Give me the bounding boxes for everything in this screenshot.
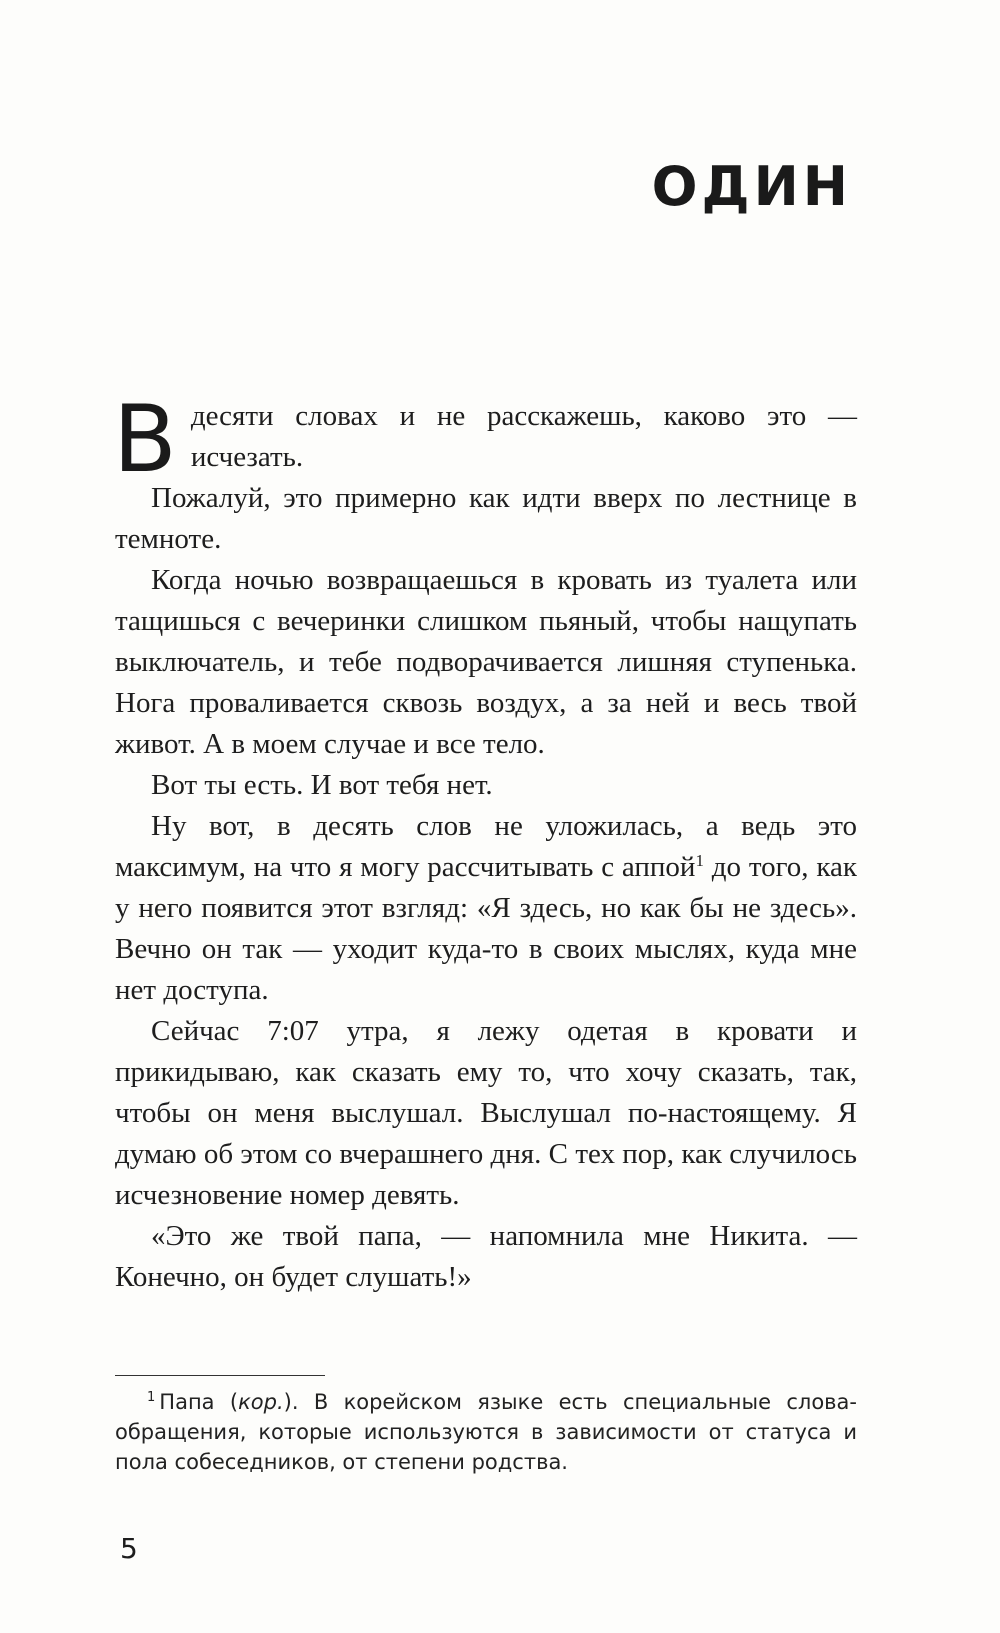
- paragraph-3: Когда ночью возвращаешься в кровать из туалета или тащишься с вечеринки слишком пьяный, чтобы нащупать выключатель, и тебе подворачивается лишняя ступенька. Нога проваливается сквозь воздух, а за ней и весь твой живот. А в моем случае и все тело.: [115, 564, 857, 760]
- paragraph-1: [113, 385, 857, 493]
- paragraph-7: «Это же твой папа, — напомнила мне Никита. — Конечно, он будет слушать!»: [115, 1220, 857, 1293]
- paragraph-2: Пожалуй, это примерно как идти вверх по лестнице в темноте.: [115, 482, 857, 555]
- paragraph-5: [115, 806, 857, 1011]
- footnote: $^1$ Папа (кор.). В корейском языке есть специальные слова-обращения, которые используются в зависимости от статуса и пола собеседников, от степени родства.: [115, 1390, 857, 1474]
- footnote-text: В корейском языке есть специальные слова-обращения, которые используются в зависимости от статуса и пола собеседников, от степени родства.: [115, 1390, 857, 1474]
- paragraph-5-text-start: Ну вот, в десять слов не уложилась, а ведь это максимум, на что я могу рассчитывать с аппой: [115, 810, 857, 883]
- page-number: 5: [120, 1532, 138, 1565]
- footnote-divider: [115, 1375, 325, 1376]
- footnote-term: Папа: [159, 1390, 215, 1414]
- chapter-title: ОДИН: [651, 155, 852, 218]
- body-text: [113, 385, 857, 1298]
- footnote-number: 1: [147, 1390, 156, 1405]
- paragraph-1-text: десяти словах и не расскажешь, каково это — исчезать.: [190, 400, 857, 473]
- drop-cap: В: [113, 385, 177, 493]
- paragraph-6: Сейчас 7:07 утра, я лежу одетая в кровати и прикидываю, как сказать ему то, что хочу сказать, так, чтобы он меня выслушал. Выслушал по-настоящему. Я думаю об этом со вчерашнего дня. С тех пор, как случилось исчезновение номер девять.: [115, 1015, 857, 1211]
- paragraph-5-text-end: до того, как у него появится этот взгляд: «Я здесь, но как бы не здесь». Вечно он так — уходит куда-то в своих мыслях, куда мне нет доступа.: [115, 851, 857, 1006]
- footnote-abbreviation: кор.: [238, 1390, 284, 1414]
- footnote-reference[interactable]: 1: [695, 851, 704, 870]
- paragraph-4: Вот ты есть. И вот тебя нет.: [151, 769, 493, 801]
